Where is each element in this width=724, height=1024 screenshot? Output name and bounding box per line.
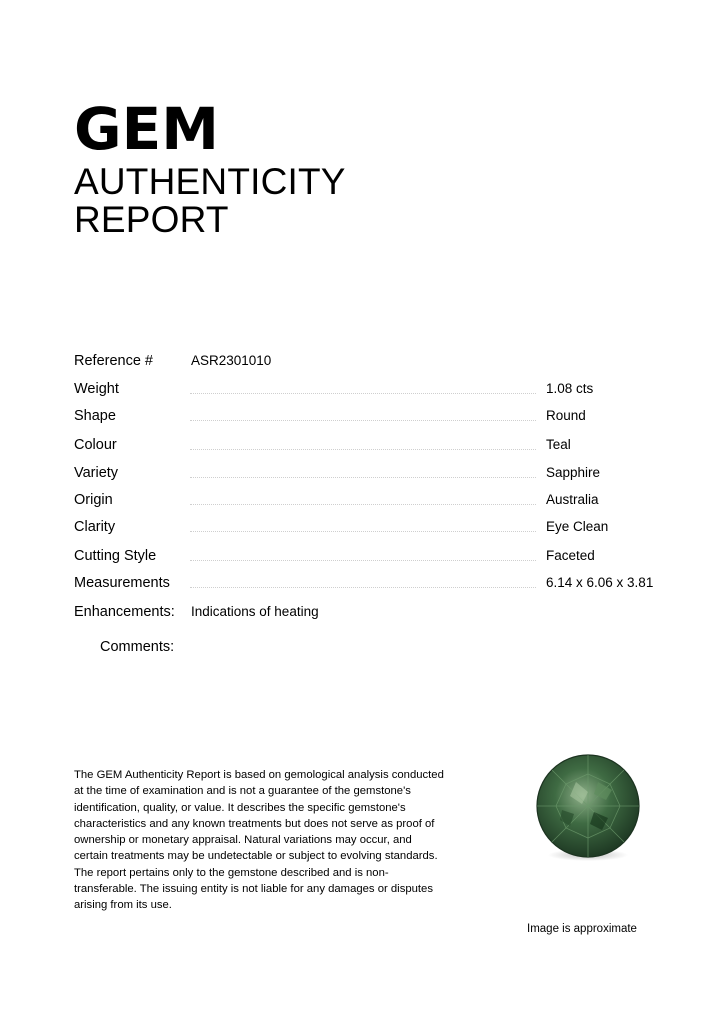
detail-row-colour xyxy=(74,435,664,455)
detail-value: 1.08 cts xyxy=(546,381,594,396)
enhancements-value: Indications of heating xyxy=(191,604,319,619)
detail-label: Variety xyxy=(74,465,119,481)
detail-row-shape xyxy=(74,406,664,426)
detail-value: Teal xyxy=(546,437,571,452)
gemstone-image xyxy=(532,752,644,864)
leader-line xyxy=(190,587,536,588)
image-caption: Image is approximate xyxy=(527,923,637,935)
detail-row-measurements xyxy=(74,573,664,593)
title-line-report: REPORT xyxy=(74,199,229,240)
leader-line xyxy=(190,477,536,478)
leader-line xyxy=(190,560,536,561)
title-subtitle xyxy=(74,163,346,239)
detail-label: Measurements xyxy=(74,575,170,591)
leader-line xyxy=(190,420,536,421)
detail-value: Faceted xyxy=(546,548,595,563)
leader-line xyxy=(190,449,536,450)
reference-row xyxy=(74,351,664,371)
leader-line xyxy=(190,393,536,394)
detail-row-cutting-style xyxy=(74,546,664,566)
enhancements-row xyxy=(74,602,664,622)
comments-label: Comments: xyxy=(100,639,175,655)
detail-value: Eye Clean xyxy=(546,519,609,534)
disclaimer-text: The GEM Authenticity Report is based on gemological analysis conducted at the time of examination and is not a guarantee of the gemstone's identification, quality, or value. It describes the specific gemstone's characteristics and any known treatments but does not serve as proof of ownership or monetary appraisal. Natural variations may occur, and certain treatments may be undetectable or subject to evolving standards. The report pertains only to the gemstone described and is non-transferable. The issuing entity is not liable for any damages or disputes arising from its use. xyxy=(74,769,444,912)
detail-row-variety xyxy=(74,463,664,483)
detail-value: 6.14 x 6.06 x 3.81 xyxy=(546,575,654,590)
leader-line xyxy=(190,504,536,505)
title-gem: GEM xyxy=(74,95,219,163)
detail-label: Clarity xyxy=(74,519,116,535)
detail-row-clarity xyxy=(74,517,664,537)
detail-label: Weight xyxy=(74,381,119,397)
leader-line xyxy=(190,531,536,532)
reference-value: ASR2301010 xyxy=(191,353,272,368)
detail-label: Origin xyxy=(74,492,113,508)
detail-label: Shape xyxy=(74,408,116,424)
detail-label: Cutting Style xyxy=(74,548,157,564)
detail-value: Sapphire xyxy=(546,465,601,480)
enhancements-label: Enhancements: xyxy=(74,604,175,620)
detail-value: Australia xyxy=(546,492,599,507)
detail-label: Colour xyxy=(74,437,117,453)
reference-label: Reference # xyxy=(74,353,153,369)
detail-value: Round xyxy=(546,408,586,423)
detail-row-weight xyxy=(74,379,664,399)
title-line-authenticity: AUTHENTICITY xyxy=(74,161,346,202)
detail-row-origin xyxy=(74,490,664,510)
